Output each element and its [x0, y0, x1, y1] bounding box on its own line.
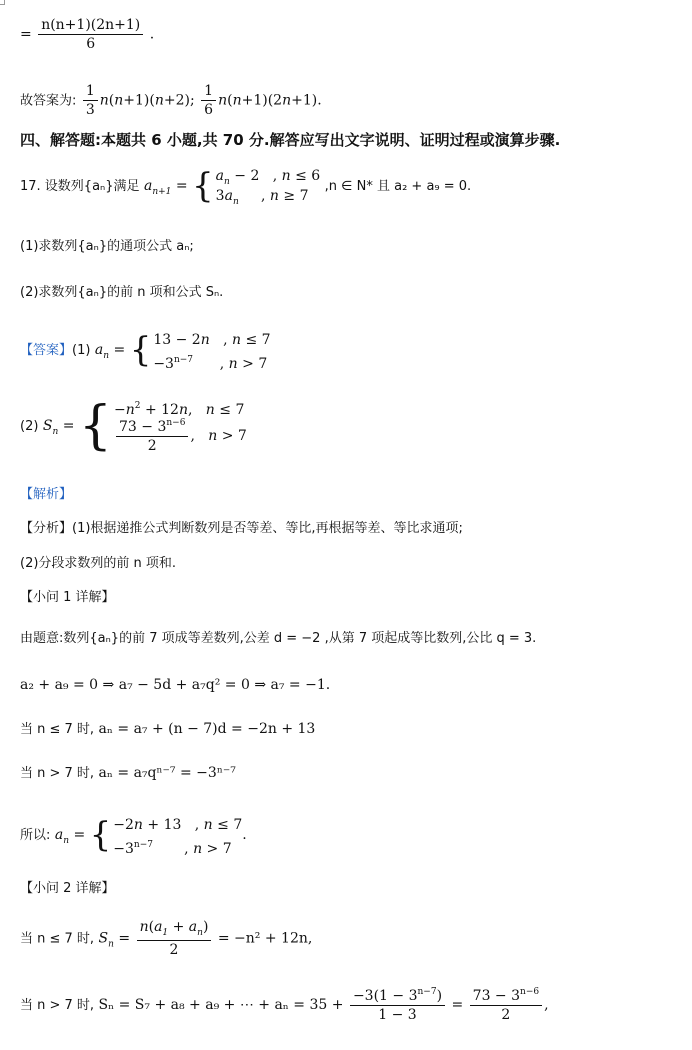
subquestion-1-heading: 【小问 1 详解】: [20, 590, 115, 605]
question-17: 17. 设数列{aₙ}满足 $a_{n+1}$ = { $a_n - 2$ , n ≤ 6 $3a_n$ , n ≥ 7 ,n ∈ N* 且 a₂ + a₉ = 0.: [20, 166, 472, 207]
sub2-line2: 当 n > 7 时, Sₙ = S₇ + a₈ + a₉ + ⋯ + aₙ = 35 + $\frac{-3(1 - 3^{n-7})}{1 - 3}$ = $\frac{73 - 3^{n-6}}{2}$ ,: [20, 987, 549, 1023]
page-corner-mark: [0, 0, 5, 5]
answer-part1: 【答案】(1) $a_n$ = { 13 − 2n , n ≤ 7 $-3^{n-7}$ , n > 7: [20, 330, 271, 372]
subquestion-2-heading: 【小问 2 详解】: [20, 881, 115, 896]
sub1-line2: a₂ + a₉ = 0 ⇒ a₇ − 5d + a₇q² = 0 ⇒ a₇ = −1.: [20, 677, 331, 693]
q17-part1: (1)求数列{aₙ}的通项公式 aₙ;: [20, 239, 194, 254]
analysis-tag: 【解析】: [20, 487, 73, 502]
sub1-line3: 当 n ≤ 7 时, aₙ = a₇ + (n − 7)d = −2n + 13: [20, 721, 316, 737]
section-heading: 四、解答题:本题共 6 小题,共 70 分.解答应写出文字说明、证明过程或演算步骤.: [20, 131, 561, 149]
sub1-line4: 当 n > 7 时, aₙ = a₇qⁿ⁻⁷ = −3ⁿ⁻⁷: [20, 765, 236, 781]
analysis-part1: 【分析】(1)根据递推公式判断数列是否等差、等比,再根据等差、等比求通项;: [20, 521, 463, 536]
answer-line: 故答案为: $\frac{1}{3}$ n(n+1)(n+2); $\frac{1}{6}$ n(n+1)(2n+1).: [20, 83, 322, 118]
sub2-line1: 当 n ≤ 7 时, $S_n$ = $\frac{n(a_1 + a_n)}{2}$ = −n² + 12n,: [20, 919, 313, 958]
answer-part2: (2) $S_n$ = { $-n^2 + 12n$, n ≤ 7 $\frac{73 - 3^{n-6}}{2}$ , n > 7: [20, 396, 247, 456]
q17-part2: (2)求数列{aₙ}的前 n 项和公式 Sₙ.: [20, 285, 224, 300]
analysis-part2: (2)分段求数列的前 n 项和.: [20, 556, 177, 571]
formula-sum-squares: = $\frac{n(n+1)(2n+1)}{6}$ .: [20, 17, 155, 52]
fraction: $\frac{n(n+1)(2n+1)}{6}$: [38, 18, 143, 51]
sub1-conclusion: 所以: $a_n$ = { −2n + 13 , n ≤ 7 $-3^{n-7}$ , n > 7 .: [20, 815, 247, 857]
sub1-line1: 由题意:数列{aₙ}的前 7 项成等差数列,公差 d = −2 ,从第 7 项起成等比数列,公比 q = 3.: [20, 631, 537, 646]
